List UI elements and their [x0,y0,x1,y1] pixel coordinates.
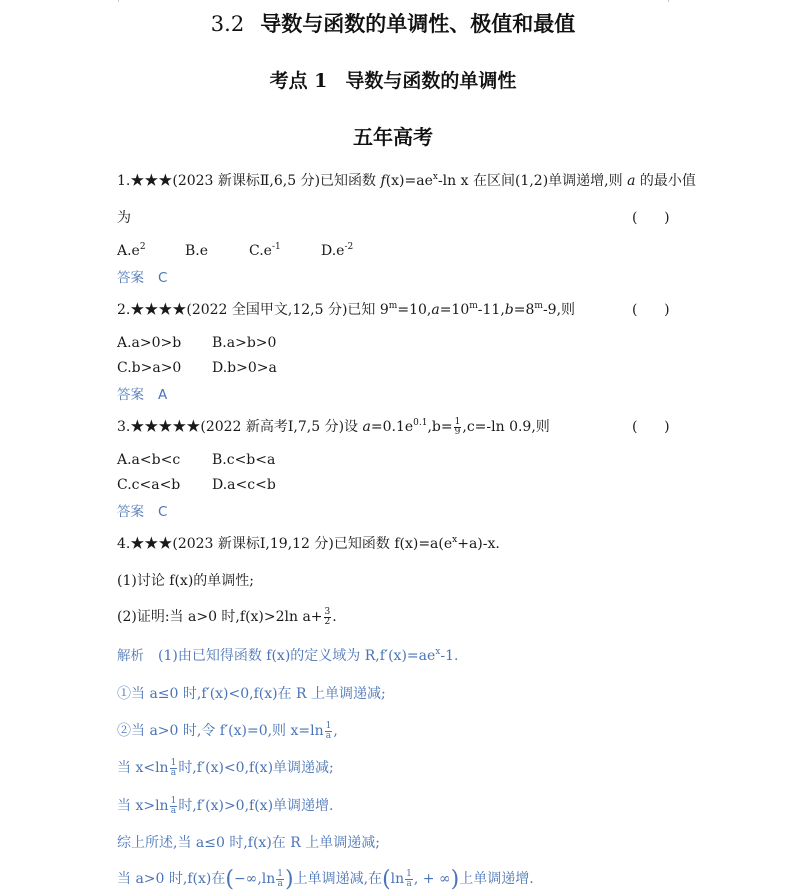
fraction: $\frac{3}{2}$ [324,606,331,627]
option-b: B.e [185,243,209,259]
question-2-answer: 答案 A [117,387,168,403]
question-3-options-row2 [117,475,276,495]
fraction: $\frac{1}{a}$ [406,868,412,889]
question-4-part-1: (1)讨论 f(x)的单调性; [117,573,254,589]
fraction: $\frac{1}{a}$ [325,720,332,741]
option-b: B.a>b>0 [212,335,277,351]
option-c: C.c<a<b [117,477,181,493]
page-top-marks [0,0,786,1]
question-1-stem: 1.★★★(2023 新课标Ⅱ,6,5 分)已知函数 $f(x)=ae^x-\ln$ x 在区间(1,2)单调递增,则 a 的最小值 [117,172,696,189]
option-d: D.b>0>a [212,360,277,376]
chapter-title: 3.2 导数与函数的单调性、极值和最值 [210,11,576,36]
question-3-stem: 3.★★★★★(2022 新高考Ⅰ,7,5 分)设 $a=0.1e^{0.1},b=$ $\frac{1}{9}$ ,c=-ln 0.9,则 [117,416,550,437]
option-a: $A.e^2$ [117,242,146,259]
solution-line-5: 当 x>ln $\frac{1}{a}$ 时,f′(x)>0,f(x)单调递增. [117,795,334,816]
option-d: D.a<c<b [212,477,276,493]
question-4-stem: 4.★★★(2023 新课标Ⅰ,19,12 分)已知函数 $f(x)=a(e^x+a)-x$. [117,535,500,552]
fraction: $\frac{1}{a}$ [170,795,177,816]
question-4-part-2: (2)证明:当 a>0 时,f(x)>2ln a+ $\frac{3}{2}$ . [117,606,337,627]
question-2-options-row1 [117,333,276,353]
answer-blank: ( ) [632,302,670,318]
answer-blank: ( ) [632,210,670,226]
fraction: $\frac{1}{a}$ [170,757,177,778]
question-1-options [117,241,353,261]
question-1-stem-line2: 为 [117,210,131,226]
solution-line-7: 当 a>0 时,f(x)在(−∞,ln $\frac{1}{a}$ )上单调递减,在(ln $\frac{1}{a}$ , + ∞)上单调递增. [117,867,534,892]
question-2-stem: 2.★★★★(2022 全国甲文,12,5 分)已知 $9^m=10,a=10^m-11,b=8^m-9$,则 [117,301,576,318]
option-c: C.b>a>0 [117,360,182,376]
question-3-options-row1 [117,450,275,470]
fraction: $\frac{1}{a}$ [277,868,284,889]
subsection-title: 五年高考 [353,125,433,149]
solution-line-4: 当 x<ln $\frac{1}{a}$ 时,f′(x)<0,f(x)单调递减; [117,757,334,778]
option-a: A.a<b<c [117,452,181,468]
option-a: A.a>0>b [117,335,182,351]
option-b: B.c<b<a [212,452,276,468]
solution-line-1: 解析 (1)由已知得函数 f(x)的定义域为 $R,f'(x)=ae^x-1$. [117,647,459,664]
section-title: 考点 1 导数与函数的单调性 [269,70,517,92]
answer-blank: ( ) [632,419,670,435]
fraction: $\frac{1}{9}$ [454,416,461,437]
solution-line-2: ①当 a≤0 时,f′(x)<0,f(x)在 R 上单调递减; [117,686,386,702]
question-3-answer: 答案 C [117,504,168,520]
question-2-options-row2 [117,358,277,378]
option-c: $C.e^{-1}$ [249,242,281,259]
solution-line-6: 综上所述,当 a≤0 时,f(x)在 R 上单调递减; [117,835,380,851]
option-d: $D.e^{-2}$ [321,242,354,259]
question-1-answer: 答案 C [117,270,168,286]
solution-line-3: ②当 a>0 时,令 f′(x)=0,则 x=ln $\frac{1}{a}$ , [117,720,338,741]
